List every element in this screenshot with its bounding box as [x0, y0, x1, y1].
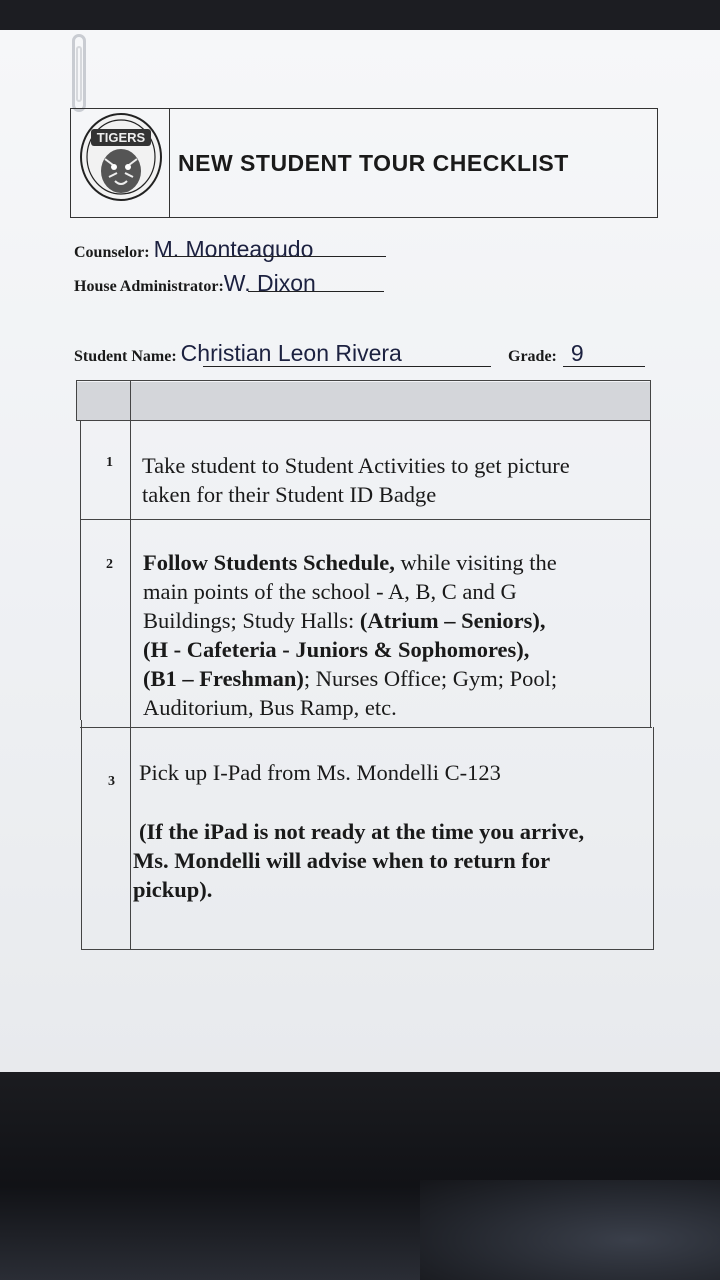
grade-label: Grade: [508, 348, 557, 365]
page-title: NEW STUDENT TOUR CHECKLIST [178, 149, 569, 176]
row-2-line: Auditorium, Bus Ramp, etc. [143, 695, 397, 720]
row-1-text [142, 451, 570, 509]
row-1-line: taken for their Student ID Badge [142, 482, 437, 507]
row-1-line: Take student to Student Activities to get picture [142, 453, 570, 478]
row-number: 2 [106, 557, 113, 572]
row-2-bold: (Atrium – Seniors), [359, 608, 546, 633]
row-3-note-line: (If the iPad is not ready at the time you arrive, [139, 819, 585, 844]
row-2-bold: (H - Cafeteria - Juniors & Sophomores), [143, 637, 530, 662]
tiger-logo-icon [79, 111, 163, 201]
student-name-underline [203, 366, 491, 367]
logo-text: TIGERS [96, 130, 146, 145]
row-3-note [133, 817, 584, 904]
table-rule [80, 727, 652, 728]
table-header-row [77, 382, 650, 420]
row-2-line [143, 664, 557, 693]
table-rule [76, 420, 651, 421]
table-border-left [81, 720, 82, 950]
row-2-span: while visiting the [394, 550, 557, 575]
admin-value: W. Dixon [223, 270, 316, 296]
row-2-bold: Follow Students Schedule, [143, 550, 395, 575]
grade-field [508, 340, 584, 367]
table-border-left [76, 380, 77, 420]
grade-value: 9 [570, 340, 584, 366]
grade-underline [563, 366, 645, 367]
student-name-label: Student Name: [74, 348, 177, 365]
table-border-right [653, 727, 654, 950]
row-3-text: Pick up I-Pad from Ms. Mondelli C-123 [139, 760, 501, 785]
table-rule [80, 519, 651, 520]
row-2-line: main points of the school - A, B, C and G [143, 579, 517, 604]
counselor-value: M. Monteagudo [153, 236, 314, 262]
counselor-underline [162, 256, 386, 257]
row-number: 3 [108, 774, 115, 789]
admin-label: House Administrator: [74, 278, 224, 295]
admin-field [74, 270, 316, 297]
table-border-right [650, 380, 651, 727]
row-2-line [143, 606, 557, 635]
row-2-line [143, 635, 557, 664]
table-border-top [76, 380, 651, 381]
row-2-bold: (B1 – Freshman) [143, 666, 304, 691]
table-border-left [80, 420, 81, 720]
row-2-span: ; Nurses Office; Gym; Pool; [303, 666, 558, 691]
header-box [70, 108, 658, 218]
row-3-note-line: pickup). [133, 877, 213, 902]
background-cloth [420, 1180, 720, 1280]
logo-cell [71, 109, 170, 217]
row-number: 1 [106, 455, 113, 470]
row-2-line [143, 548, 557, 577]
counselor-field [74, 236, 313, 263]
admin-underline [248, 291, 384, 292]
paperclip-inner-icon [76, 46, 82, 102]
student-name-value: Christian Leon Rivera [180, 340, 402, 366]
table-border-bottom [82, 949, 654, 950]
row-3-note-line: Ms. Mondelli will advise when to return for [133, 848, 551, 873]
counselor-label: Counselor: [74, 244, 150, 261]
row-2-text [143, 548, 557, 722]
row-2-span: Buildings; Study Halls: [143, 608, 360, 633]
table-column-divider [130, 380, 131, 950]
student-name-field [74, 340, 402, 367]
